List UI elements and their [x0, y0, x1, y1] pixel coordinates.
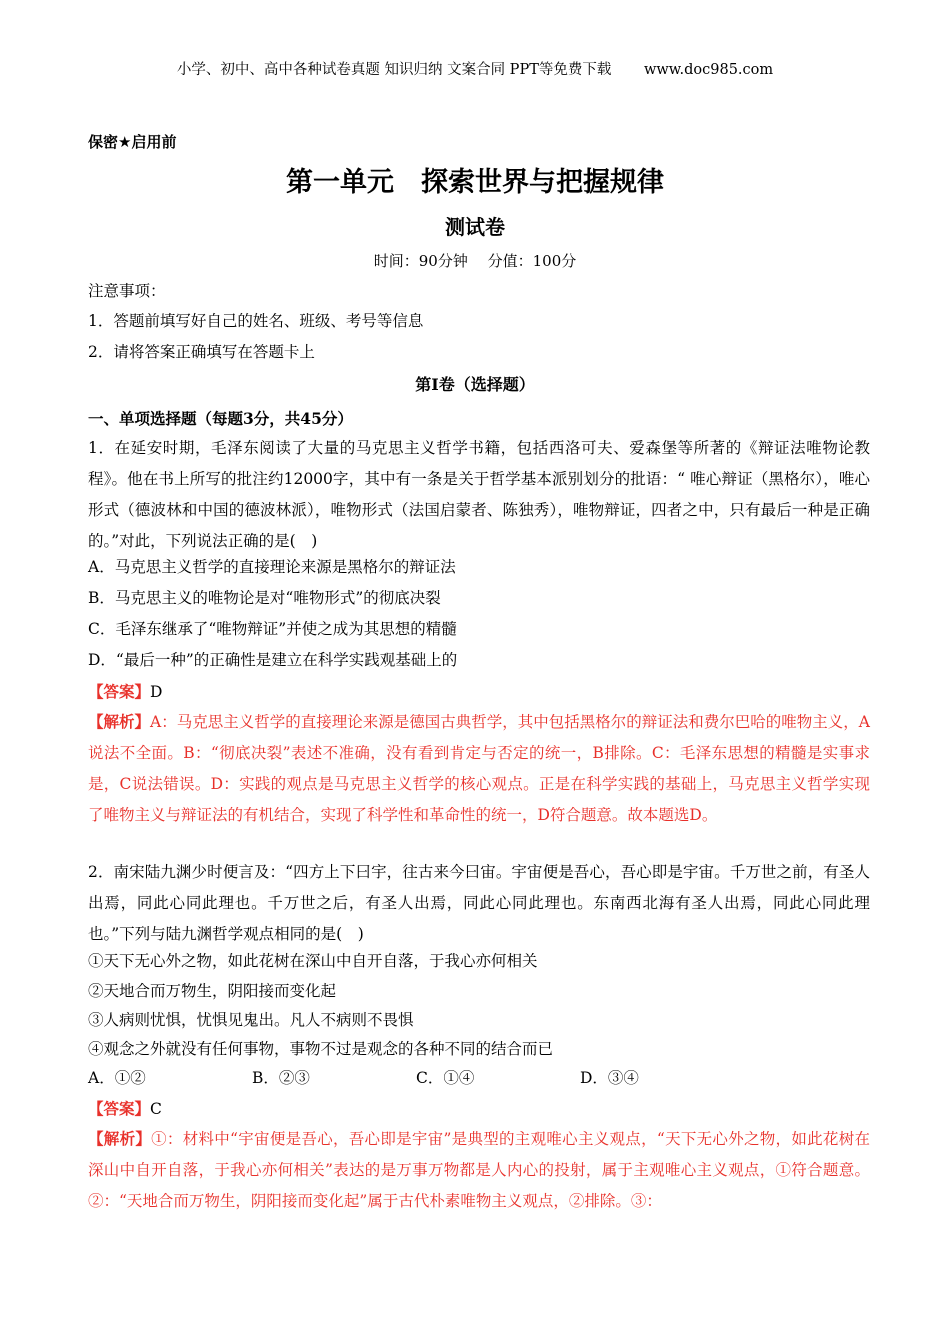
- q2-statement-1: ①天下无心外之物，如此花树在深山中自开自落，于我心亦何相关: [88, 952, 538, 970]
- notice-item: 1．答题前填写好自己的姓名、班级、考号等信息: [88, 312, 424, 330]
- page-header: [0, 58, 950, 79]
- analysis-text: ①：材料中“宇宙便是吾心，吾心即是宇宙”是典型的主观唯心主义观点，“天下无心外之物，如此花树在深山中自开自落，于我心亦何相关”表达的是万事万物都是人内心的投射，属于主观唯心主义观点，①符合题意。②：“天地合而万物生，阴阳接而变化起”属于古代朴素唯物主义观点，②排除。③：: [88, 1130, 870, 1210]
- analysis-label: 【解析】: [88, 712, 151, 731]
- notice-item: 2．请将答案正确填写在答题卡上: [88, 343, 315, 361]
- answer-label: 【答案】: [88, 1099, 151, 1118]
- q1-option-d: D．“最后一种”的正确性是建立在科学实践观基础上的: [88, 651, 458, 669]
- q2-options: [88, 1063, 868, 1094]
- confidential-label: 保密★启用前: [88, 133, 177, 151]
- q2-option-b: B．②③: [252, 1069, 310, 1087]
- header-site-link[interactable]: www.doc985.com: [643, 62, 774, 78]
- header-text: 小学、初中、高中各种试卷真题 知识归纳 文案合同 PPT等免费下载: [176, 62, 612, 78]
- q2-answer: [88, 1093, 868, 1125]
- document-title: 第一单元 探索世界与把握规律: [286, 167, 664, 198]
- q1-analysis: [88, 706, 870, 831]
- q2-analysis: [88, 1123, 870, 1217]
- answer-value: C: [150, 1100, 162, 1118]
- q1-option-c: C．毛泽东继承了“唯物辩证”并使之成为其思想的精髓: [88, 620, 457, 638]
- time-info: 时间：90分钟 分值：100分: [373, 252, 577, 270]
- q2-statement-2: ②天地合而万物生，阴阳接而变化起: [88, 982, 337, 1000]
- section-title: 第I卷（选择题）: [415, 375, 535, 394]
- q1-option-a: A．马克思主义哲学的直接理论来源是黑格尔的辩证法: [88, 558, 456, 576]
- question-2-stem: 2．南宋陆九渊少时便言及：“四方上下曰宇，往古来今曰宙。宇宙便是吾心，吾心即是宇宙。千万世之前，有圣人出焉，同此心同此理也。千万世之后，有圣人出焉，同此心同此理也。东南西北海有圣人出焉，同此心同此理也。”下列与陆九渊哲学观点相同的是( ): [88, 863, 870, 943]
- analysis-text: A：马克思主义哲学的直接理论来源是德国古典哲学，其中包括黑格尔的辩证法和费尔巴哈的唯物主义，A说法不全面。B：“彻底决裂”表述不准确，没有看到肯定与否定的统一，B排除。C：毛泽东思想的精髓是实事求是，C说法错误。D：实践的观点是马克思主义哲学的核心观点。正是在科学实践的基础上，马克思主义哲学实现了唯物主义与辩证法的有机结合，实现了科学性和革命性的统一，D符合题意。故本题选D。: [88, 713, 870, 824]
- answer-label: 【答案】: [88, 682, 151, 701]
- q1-answer: [88, 676, 868, 708]
- document-subtitle: 测试卷: [445, 215, 505, 239]
- q2-option-a: A．①②: [88, 1069, 146, 1087]
- notice-heading: 注意事项：: [88, 282, 166, 300]
- q1-option-b: B．马克思主义的唯物论是对“唯物形式”的彻底决裂: [88, 589, 441, 607]
- q2-statement-4: ④观念之外就没有任何事物，事物不过是观念的各种不同的结合而已: [88, 1040, 554, 1058]
- question-1-stem: 1．在延安时期，毛泽东阅读了大量的马克思主义哲学书籍，包括西洛可夫、爱森堡等所著的《辩证法唯物论教程》。他在书上所写的批注约12000字，其中有一条是关于哲学基本派别划分的批语：“ 唯心辩证（黑格尔），唯心形式（德波林和中国的德波林派），唯物形式（法国启蒙者、陈独秀），唯物辩证，四者之中，只有最后一种是正确的。”对此，下列说法正确的是( ): [88, 439, 870, 550]
- q2-option-d: D．③④: [580, 1069, 639, 1087]
- part-title: 一、单项选择题（每题3分，共45分）: [88, 409, 353, 428]
- q2-statement-3: ③人病则忧惧，忧惧见鬼出。凡人不病则不畏惧: [88, 1011, 414, 1029]
- q2-option-c: C．①④: [416, 1069, 475, 1087]
- answer-value: D: [150, 683, 163, 701]
- analysis-label: 【解析】: [88, 1129, 152, 1148]
